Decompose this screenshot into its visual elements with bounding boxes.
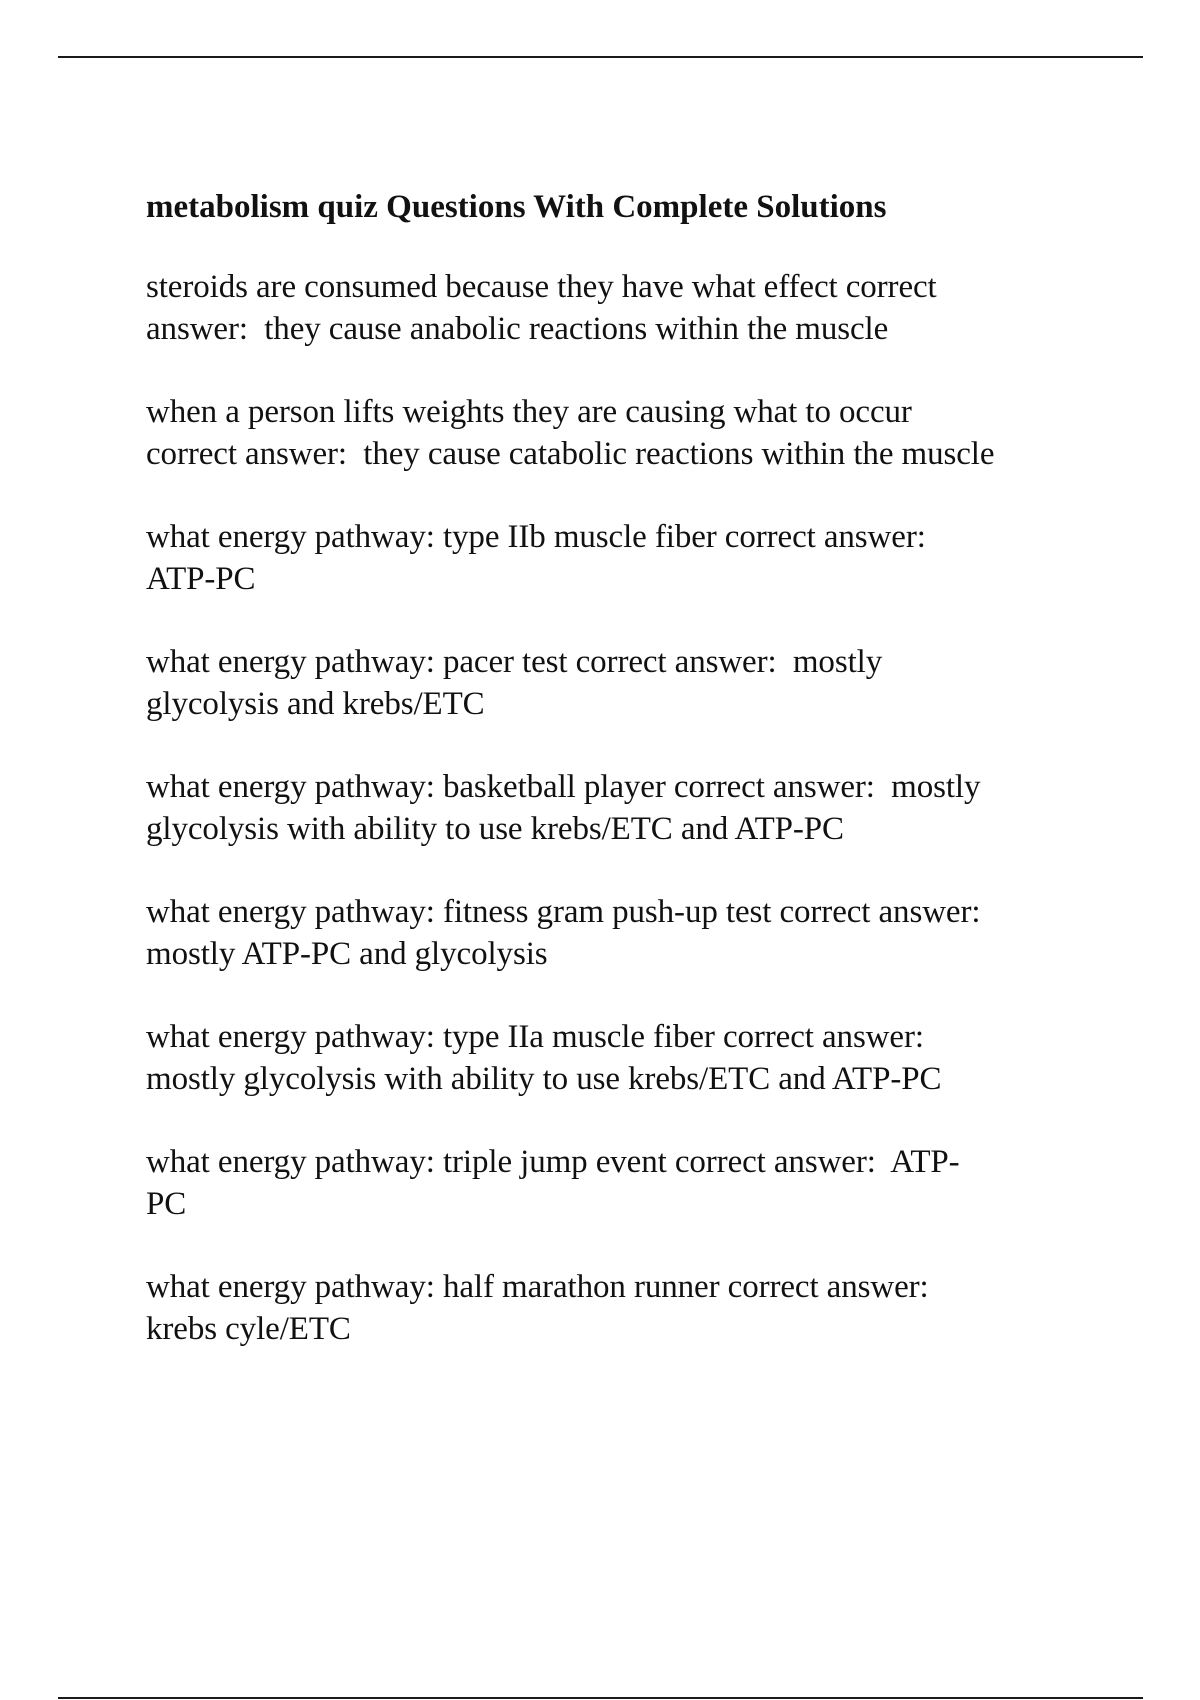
qa-item: what energy pathway: half marathon runner correct answer: krebs cyle/ETC (146, 1269, 929, 1347)
qa-item: when a person lifts weights they are causing what to occur correct answer: they cause catabolic reactions within the muscle (146, 394, 995, 472)
footer-rule (58, 1697, 1143, 1699)
qa-item: what energy pathway: type IIa muscle fiber correct answer: mostly glycolysis with ability to use krebs/ETC and ATP-PC (146, 1019, 942, 1097)
qa-item: what energy pathway: triple jump event correct answer: ATP- PC (146, 1144, 960, 1222)
document-body (146, 186, 1106, 1391)
qa-item: what energy pathway: basketball player correct answer: mostly glycolysis with ability to use krebs/ETC and ATP-PC (146, 769, 981, 847)
qa-item: what energy pathway: pacer test correct answer: mostly glycolysis and krebs/ETC (146, 644, 883, 722)
document-title: metabolism quiz Questions With Complete Solutions (146, 189, 887, 225)
qa-item: what energy pathway: fitness gram push-up test correct answer: mostly ATP-PC and glycolysis (146, 894, 981, 972)
qa-item: what energy pathway: type IIb muscle fiber correct answer: ATP-PC (146, 519, 926, 597)
qa-item: steroids are consumed because they have what effect correct answer: they cause anabolic reactions within the muscle (146, 269, 937, 347)
header-rule (58, 56, 1143, 58)
